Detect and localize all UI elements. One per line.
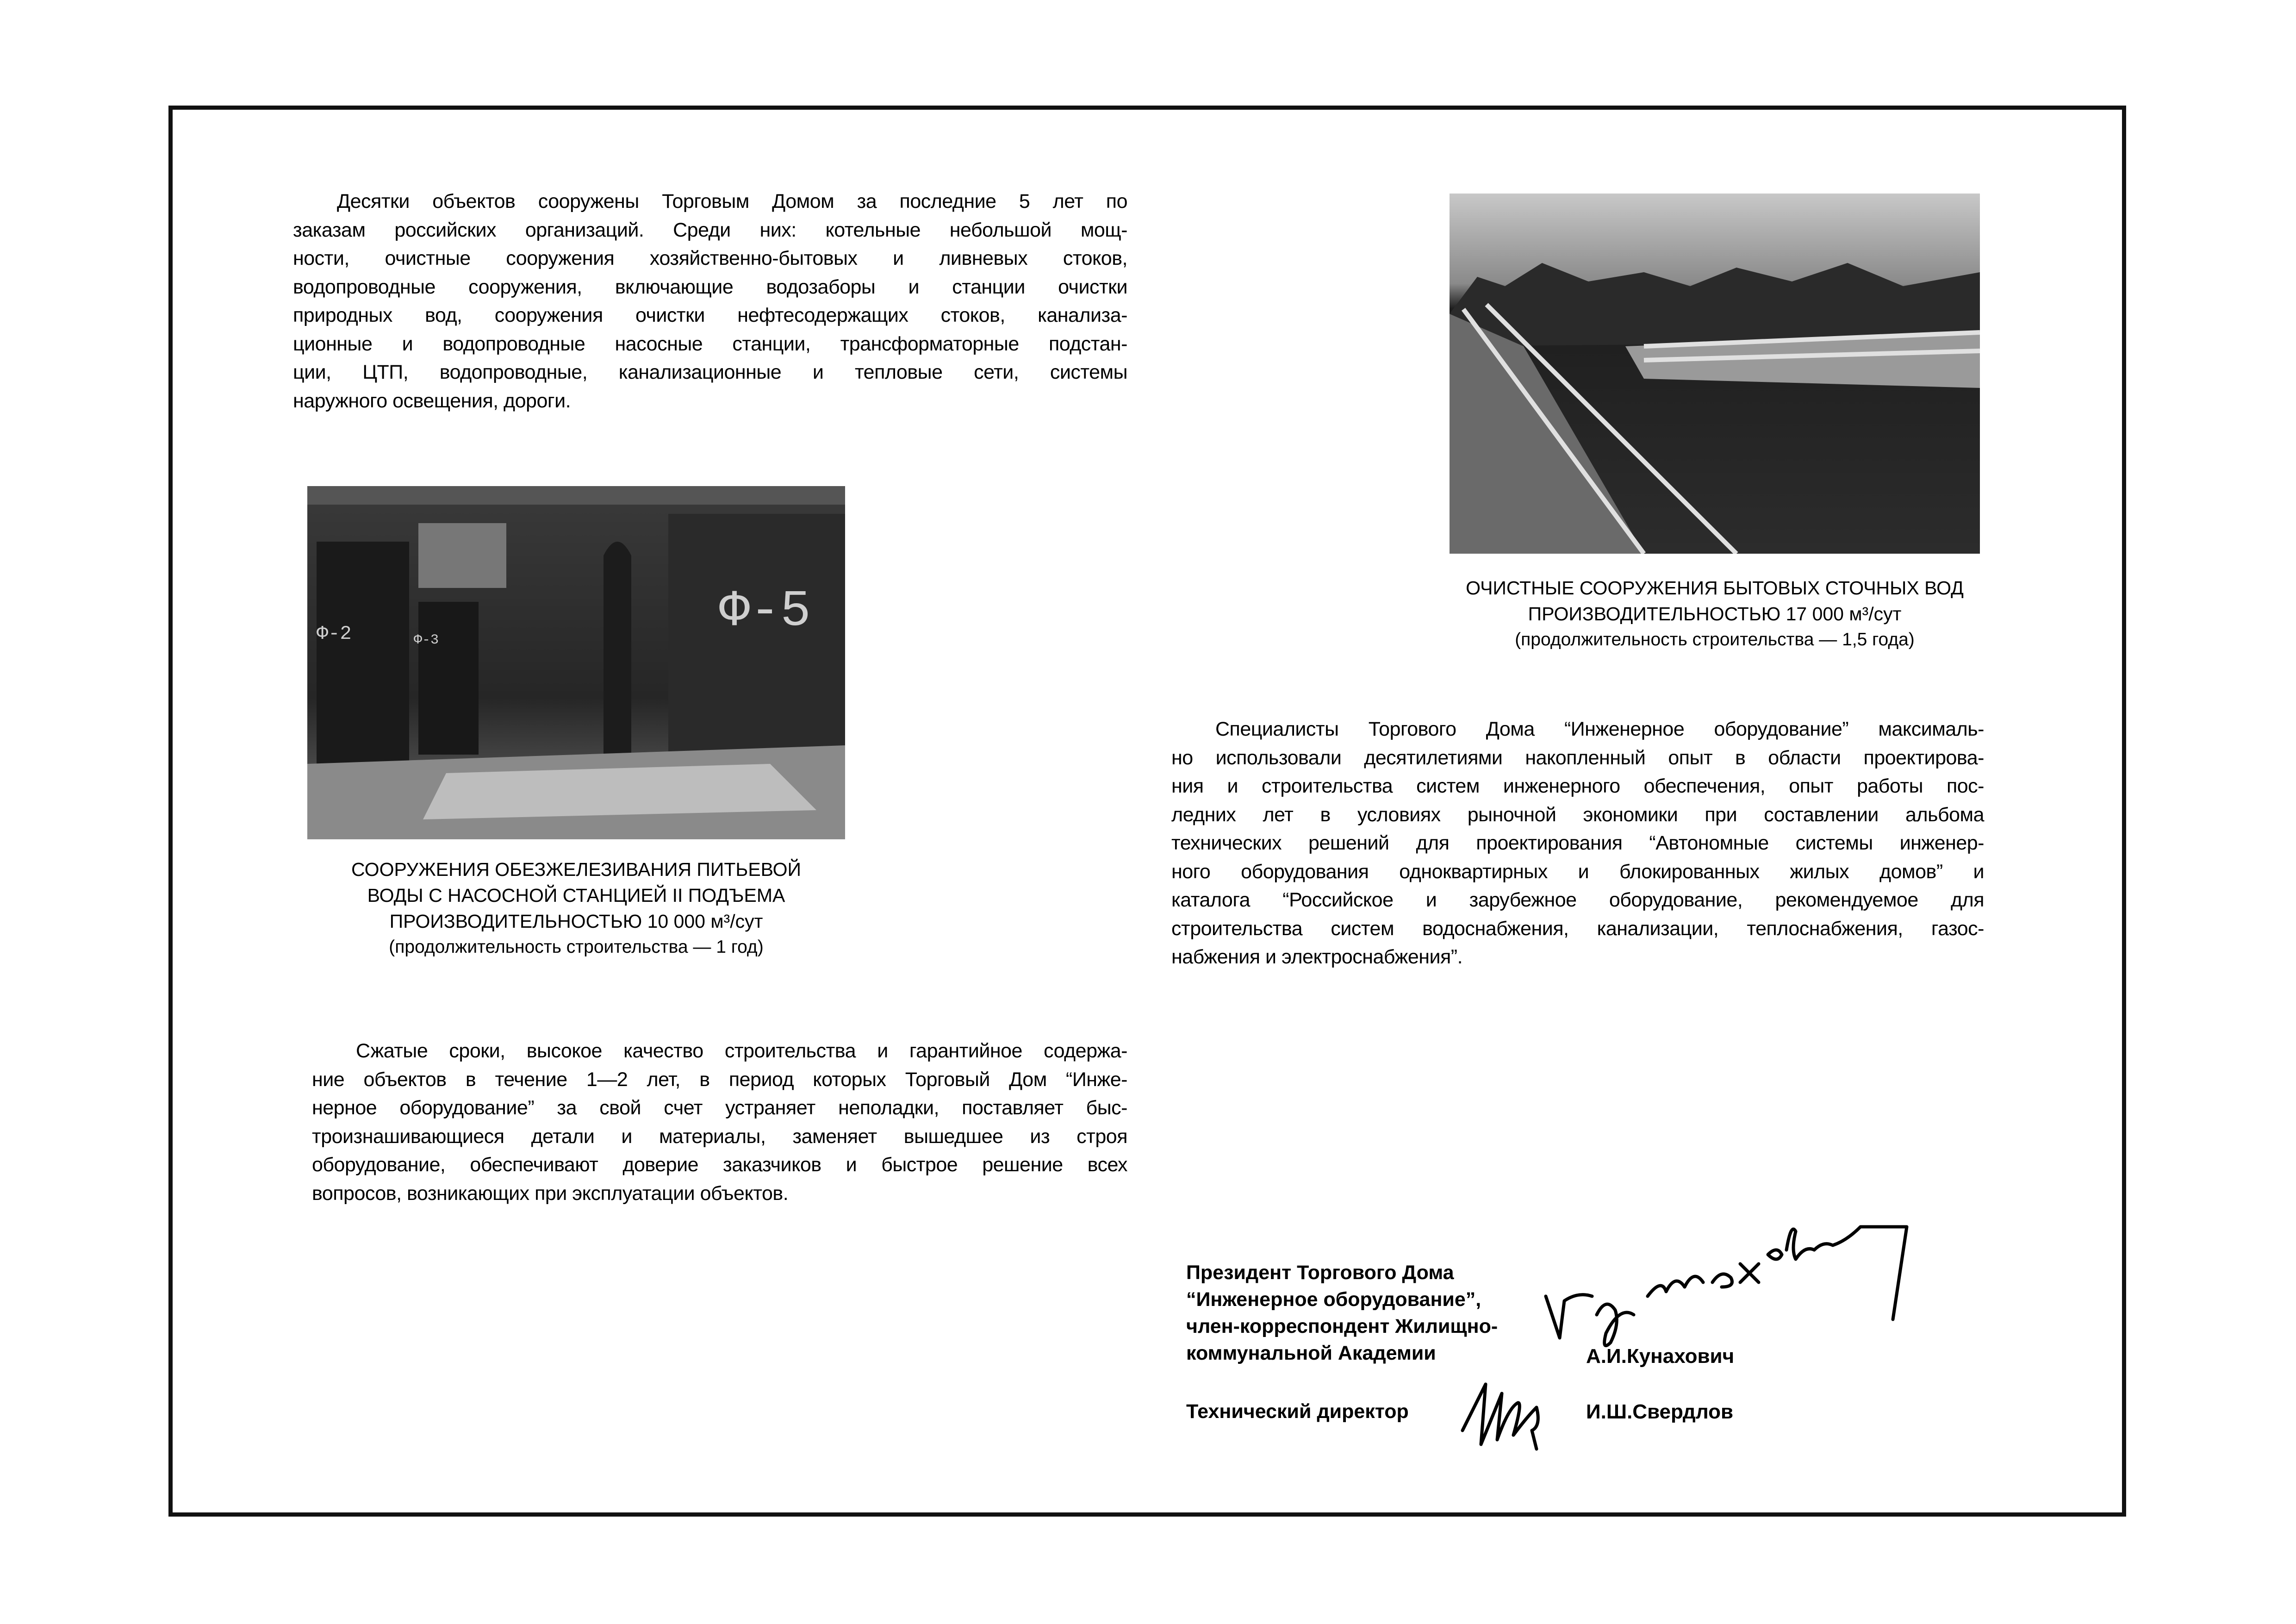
- text-line: водопроводные сооружения, включающие водозаборы и станции очистки: [293, 275, 1127, 298]
- text-line: ния и строительства систем инженерного обеспечения, опыт работы пос-: [1171, 775, 1984, 797]
- text-line: ледних лет в условиях рыночной экономики при составлении альбома: [1171, 803, 1984, 826]
- photo-right-caption: [1425, 575, 2004, 653]
- caption-line: ВОДЫ С НАСОСНОЙ СТАНЦИЕЙ II ПОДЪЕМА: [367, 885, 785, 906]
- text-line: ние объектов в течение 1—2 лет, в период которых Торговый Дом “Инже-: [312, 1068, 1127, 1091]
- text-line: строительства систем водоснабжения, канализации, теплоснабжения, газос-: [1171, 917, 1984, 940]
- photo-iron-removal-station: [307, 486, 845, 839]
- director-title: Технический директор: [1186, 1400, 1409, 1423]
- president-signature: [1541, 1222, 1939, 1352]
- text-line: оборудование, обеспечивают доверие заказчиков и быстрое решение всех: [312, 1154, 1127, 1176]
- caption-line: ПРОИЗВОДИТЕЛЬНОСТЬЮ 10 000 м³/сут: [389, 911, 763, 932]
- guarantee-paragraph: [312, 1037, 1127, 1208]
- photo-label: Ф-2: [317, 623, 352, 645]
- caption-line: ПРОИЗВОДИТЕЛЬНОСТЬЮ 17 000 м³/сут: [1528, 603, 1902, 625]
- text-line: каталога “Российское и зарубежное оборудование, рекомендуемое для: [1171, 889, 1984, 911]
- text-line: набжения и электроснабжения”.: [1171, 946, 1463, 968]
- text-line: ности, очистные сооружения хозяйственно-бытовых и ливневых стоков,: [293, 247, 1127, 269]
- president-name: А.И.Кунахович: [1586, 1345, 1735, 1368]
- text-line: Сжатые сроки, высокое качество строительства и гарантийное содержа-: [356, 1040, 1127, 1062]
- photo-label: Ф-5: [719, 583, 811, 641]
- photo-label: Ф-3: [414, 632, 439, 648]
- text-line: наружного освещения, дороги.: [293, 389, 571, 412]
- specialists-paragraph: [1171, 715, 1984, 972]
- president-title: [1186, 1259, 1498, 1367]
- title-line: член-корреспондент Жилищно-: [1186, 1315, 1498, 1337]
- intro-paragraph: [293, 187, 1127, 415]
- photo-wastewater-treatment: [1450, 194, 1980, 554]
- text-line: нерное оборудование” за свой счет устраняет неполадки, поставляет быс-: [312, 1097, 1127, 1119]
- caption-line: ОЧИСТНЫЕ СООРУЖЕНИЯ БЫТОВЫХ СТОЧНЫХ ВОД: [1466, 577, 1964, 599]
- text-line: заказам российских организаций. Среди них: котельные небольшой мощ-: [293, 219, 1127, 241]
- director-name: И.Ш.Свердлов: [1586, 1400, 1734, 1423]
- text-line: природных вод, сооружения очистки нефтесодержащих стоков, канализа-: [293, 304, 1127, 326]
- caption-line: СООРУЖЕНИЯ ОБЕЗЖЕЛЕЗИВАНИЯ ПИТЬЕВОЙ: [351, 859, 802, 880]
- title-line: коммунальной Академии: [1186, 1342, 1436, 1364]
- text-line: Специалисты Торгового Дома “Инженерное оборудование” максималь-: [1215, 718, 1984, 740]
- caption-note: (продолжительность строительства — 1,5 года): [1515, 630, 1915, 650]
- text-line: троизнашивающиеся детали и материалы, заменяет вышедшее из строя: [312, 1125, 1127, 1148]
- text-line: ции, ЦТП, водопроводные, канализационные и тепловые сети, системы: [293, 361, 1127, 383]
- text-line: ного оборудования одноквартирных и блокированных жилых домов” и: [1171, 860, 1984, 883]
- caption-note: (продолжительность строительства — 1 год): [389, 937, 764, 957]
- title-line: “Инженерное оборудование”,: [1186, 1288, 1481, 1311]
- text-line: ционные и водопроводные насосные станции, трансформаторные подстан-: [293, 332, 1127, 355]
- title-line: Президент Торгового Дома: [1186, 1262, 1454, 1284]
- text-line: но использовали десятилетиями накопленный опыт в области проектирова-: [1171, 746, 1984, 769]
- text-line: технических решений для проектирования “Автономные системы инженер-: [1171, 832, 1984, 854]
- photo-left-caption: [296, 856, 856, 960]
- director-signature: [1458, 1375, 1564, 1454]
- text-line: вопросов, возникающих при эксплуатации объектов.: [312, 1182, 789, 1205]
- text-line: Десятки объектов сооружены Торговым Домом за последние 5 лет по: [337, 190, 1127, 212]
